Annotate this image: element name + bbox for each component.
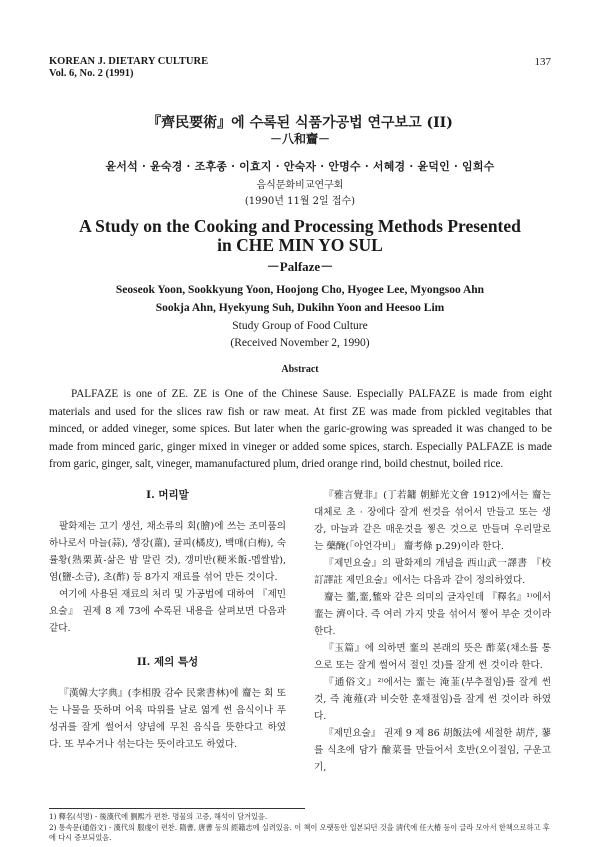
page-number: 137: [534, 56, 551, 68]
journal-name: KOREAN J. DIETARY CULTURE: [49, 56, 209, 67]
korean-title: 『齊民要術』에 수록된 식품가공법 연구보고 (II): [147, 115, 453, 131]
paragraph: 『雅言覺非』(丁若鏞 朝鮮光文會 1912)에서는 齏는 대체로 초 · 장에다 잘게 썬것을 섞어서 만들고 또는 생강, 마늘과 같은 매운것을 찧은 것으로 만들며 우리말로는 藥醃(「아언각비」 齏考條 p.29)이라 한다.: [314, 490, 551, 552]
abstract-text: PALFAZE is one of ZE. ZE is One of the Chinese Sause. Especially PALFAZE is made from eight materials and used for the slices raw fish or raw meat. At first ZE was made from pickled vegitables that minced, or added vineger, some spices. But later when the garic-growing was spreaded it was changed to be made from minced garic, ginger mixed in vineger or added some spices, starch. Especially PALFAZE is made from garic, ginger, salt, vineger, mamanufactured plum, dried orange rind, boild chestnut, boiled rice.: [49, 388, 552, 470]
english-authors-line2: Sookja Ahn, Hyekyung Suh, Dukihn Yoon and Heesoo Lim: [155, 302, 445, 314]
korean-affiliation: 음식문화비교연구회: [256, 180, 344, 191]
english-title-line2: in CHE MIN YO SUL: [217, 235, 383, 255]
footnote-1: 1) 釋名(석명) - 後漢代에 劉熙가 편찬. 명물의 고증, 해석이 담겨있음.: [49, 812, 268, 821]
footnote-divider: [49, 808, 305, 809]
journal-volume: Vol. 6, No. 2 (1991): [49, 68, 134, 79]
section-heading-characteristics: II. 제의 특성: [136, 656, 199, 668]
footnote-2: 2) 통속문(通俗文) - 漢代의 服虔이 편찬. 隋書, 唐書 등의 經籍志에 실려있음. 이 책이 오랫동안 일본되던 것을 淸代에 任大椿 등이 글라 모아서 한책으로하고 후에 다시 증보되었음.: [49, 823, 550, 842]
right-column: [314, 487, 551, 776]
paragraph: 『제민요술』 권제 9 제 86 胡飯法에 세절한 胡芹, 蓼를 식초에 담가 醶菜를 만들어서 호반(오이절임, 구운고기,: [314, 728, 551, 773]
english-received-date: (Received November 2, 1990): [230, 337, 370, 349]
paragraph: 여기에 사용된 재료의 처리 및 가공법에 대하여 『제민요술』 권제 8 제 73에 수록된 내용을 살펴보면 다음과 같다.: [49, 589, 286, 634]
paragraph: 『通俗文』²⁾에서는 韲는 淹韮(부추절임)를 잘게 썬 것, 즉 淹薤(과 비슷한 훈채절임)을 잘게 썬 것이라 하였다.: [314, 677, 551, 722]
english-subtitle: －Palfaze－: [266, 259, 334, 274]
paragraph: 팔화제는 고기 생선, 채소류의 회(膾)에 쓰는 조미품의 하나로서 마늘(蒜), 생강(薑), 귤피(橘皮), 백매(白梅), 숙률황(熟栗黃-삶은 밤 말린 것), 갱미반(粳米飯-멥쌀밥), 염(鹽-소금), 초(酢) 등 8가지 재료를 섞어 만든 것이다.: [49, 521, 286, 583]
english-authors-line1: Seoseok Yoon, Sookkyung Yoon, Hoojong Cho, Hyogee Lee, Myongsoo Ahn: [115, 284, 485, 296]
english-affiliation: Study Group of Food Culture: [232, 320, 368, 332]
running-header: [49, 56, 208, 80]
english-title-line1: A Study on the Cooking and Processing Methods Presented: [79, 216, 521, 236]
korean-subtitle: －八和齏－: [269, 132, 330, 146]
abstract-heading: Abstract: [281, 364, 319, 375]
section-heading-introduction: I. 머리말: [146, 489, 189, 501]
paragraph: 齏는 虀,韲,䪡와 같은 의미의 글자인데 『釋名』¹⁾에서 韲는 濟이다. 즉 여러 가지 맛을 섞어서 찧어 부순 것이라 한다.: [314, 592, 551, 637]
korean-authors: 윤서석 · 윤숙경 · 조후종 · 이효지 · 안숙자 · 안명수 · 서혜경 · 윤덕인 · 임희수: [105, 160, 495, 173]
left-column: [49, 487, 286, 753]
paragraph: 『玉篇』에 의하면 韲의 본래의 뜻은 酢菜(채소를 통으로 또는 잘게 썰어서 절인 것)를 잘게 썬 것이라 한다.: [314, 643, 551, 671]
spacer: [49, 637, 286, 654]
paragraph: 『漢韓大字典』(李相殷 감수 民衆書林)에 齏는 회 또는 나물을 뜻하며 어육 따위를 날로 엷게 썬 음식이나 푸성귀를 잘게 썰어서 양념에 무친 음식을 뜻한다고 하였다. 또 부수거나 섞는다는 뜻이라고도 하였다.: [49, 688, 286, 750]
paragraph: 『제민요술』의 팔화제의 개념을 西山武一譯書 『校訂譯註 제민요술』에서는 다음과 같이 정의하였다.: [314, 558, 551, 586]
korean-received-date: (1990년 11월 2일 접수): [244, 196, 356, 207]
